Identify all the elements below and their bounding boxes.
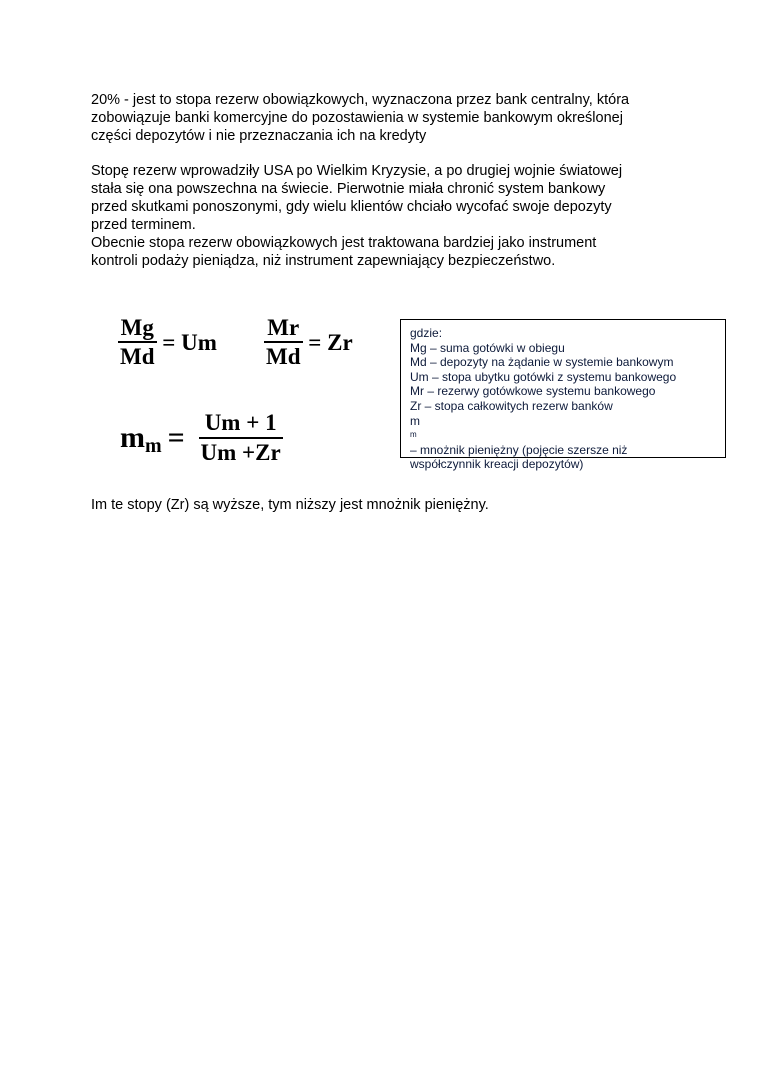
legend-box (400, 319, 726, 472)
text-line: kontroli podaży pieniądza, niż instrument zapewniający bezpieczeństwo. (91, 253, 556, 269)
legend-line: Um – stopa ubytku gotówki z systemu bankowego (410, 369, 677, 384)
equals-sign: = (167, 421, 185, 454)
text-line: 20% - jest to stopa rezerw obowiązkowych, wyznaczona przez bank centralny, która (91, 92, 630, 108)
fraction-numerator: Mg (118, 314, 157, 343)
formula-mg-over-md (118, 314, 217, 370)
formula-money-multiplier (120, 409, 283, 467)
text-line: części depozytów i nie przeznaczania ich na kredyty (91, 128, 427, 144)
legend-line: Md – depozyty na żądanie w systemie bankowym (410, 355, 674, 370)
paragraph-reserve-rate-history (91, 162, 691, 270)
legend-line: Zr – stopa całkowitych rezerw banków (410, 398, 613, 413)
text-line: Stopę rezerw wprowadziły USA po Wielkim Kryzysie, a po drugiej wojnie światowej (91, 163, 623, 179)
fraction-denominator: Md (266, 344, 301, 369)
fraction-numerator: Mr (264, 314, 303, 343)
legend-line: Mg – suma gotówki w obiegu (410, 340, 565, 355)
multiplier-symbol: m (120, 421, 145, 454)
fraction-denominator: Md (120, 344, 155, 369)
legend-mm-text: – mnożnik pieniężny (pojęcie szersze niż (410, 442, 628, 457)
legend-line: Mr – rezerwy gotówkowe systemu bankowego (410, 384, 656, 399)
paragraph-reserve-rate-definition (91, 91, 691, 145)
text-line: przed terminem. (91, 217, 196, 233)
text-line: Obecnie stopa rezerw obowiązkowych jest traktowana bardziej jako instrument (91, 235, 597, 251)
fraction-denominator: Um +Zr (200, 440, 281, 465)
text-line: przed skutkami ponoszonymi, gdy wielu klientów chciało wycofać swoje depozyty (91, 199, 612, 215)
legend-heading: gdzie: (410, 326, 443, 340)
legend-mm-symbol: m (410, 413, 420, 428)
text-line: zobowiązuje banki komercyjne do pozostawienia w systemie bankowym określonej (91, 110, 623, 126)
formula-mr-over-md (264, 314, 353, 370)
legend-line: współczynnik kreacji depozytów) (410, 457, 584, 472)
formula-result: = Zr (308, 329, 353, 355)
paragraph-conclusion: Im te stopy (Zr) są wyższe, tym niższy jest mnożnik pieniężny. (91, 497, 489, 513)
fraction (199, 409, 283, 467)
multiplier-subscript: m (145, 435, 162, 457)
fraction-numerator: Um + 1 (199, 409, 283, 439)
text-line: stała się ona powszechna na świecie. Pierwotnie miała chronić system bankowy (91, 181, 606, 197)
formula-result: = Um (162, 329, 217, 355)
fraction (264, 314, 303, 370)
legend-line-multiplier (410, 414, 719, 458)
legend-mm-subscript: m (410, 430, 417, 440)
fraction (118, 314, 157, 370)
